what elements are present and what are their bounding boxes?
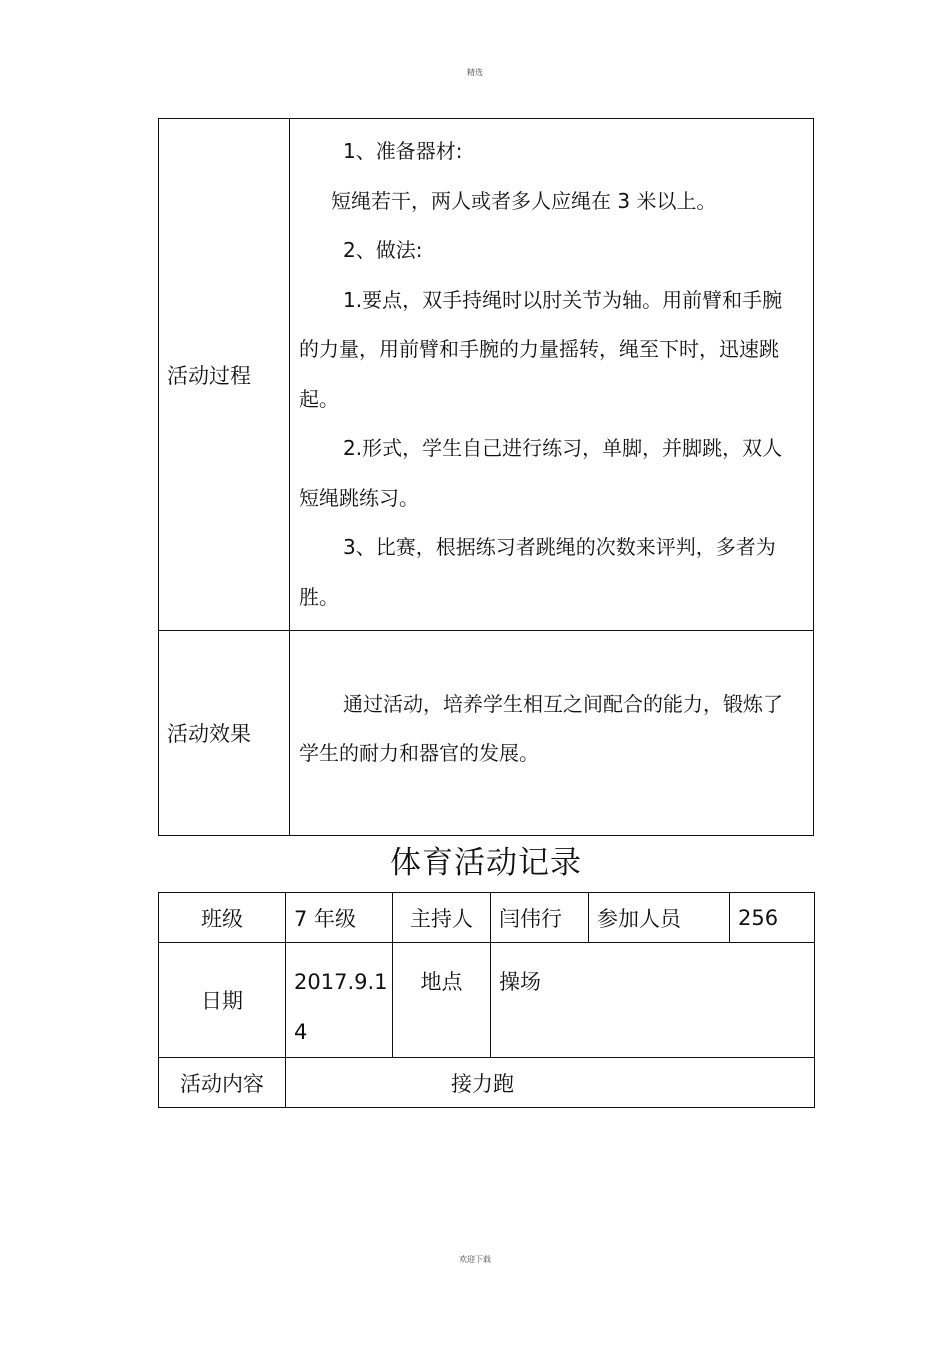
host-value: 闫伟行: [491, 893, 589, 943]
process-line: 1.要点，双手持绳时以肘关节为轴。用前臂和手腕的力量，用前臂和手腕的力量摇转，绳至下时，迅速跳起。: [299, 287, 783, 411]
record-row-content: [159, 1058, 815, 1108]
effect-row: [159, 631, 814, 836]
process-line: 1、准备器材:: [343, 139, 463, 163]
header-watermark: 精选: [467, 68, 483, 77]
process-line: 3、比赛，根据练习者跳绳的次数来评判，多者为胜。: [299, 535, 776, 609]
process-line: 2、做法:: [343, 238, 423, 262]
process-content: [290, 119, 814, 631]
participants-value: 256: [730, 893, 815, 943]
record-table: [158, 892, 815, 1108]
effect-content: [290, 631, 814, 836]
place-value: 操场: [491, 943, 815, 1058]
process-label: 活动过程: [159, 119, 290, 631]
date-label: 日期: [159, 943, 286, 1058]
host-label: 主持人: [393, 893, 491, 943]
record-row-class: [159, 893, 815, 943]
class-label: 班级: [159, 893, 286, 943]
process-line: 2.形式，学生自己进行练习，单脚，并脚跳，双人短绳跳练习。: [299, 436, 783, 510]
place-label: 地点: [393, 943, 491, 1058]
previous-record-table: [158, 118, 814, 836]
content-label: 活动内容: [159, 1058, 286, 1108]
process-line: 短绳若干，两人或者多人应绳在 3 米以上。: [331, 188, 717, 213]
effect-label: 活动效果: [159, 631, 290, 836]
document-title: 体育活动记录: [390, 845, 582, 881]
participants-label: 参加人员: [589, 893, 730, 943]
effect-text: 通过活动，培养学生相互之间配合的能力，锻炼了学生的耐力和器官的发展。: [299, 691, 783, 765]
footer-watermark: 欢迎下载: [459, 1255, 491, 1264]
class-value: 7 年级: [286, 893, 393, 943]
process-row: [159, 119, 814, 631]
record-row-date: [159, 943, 815, 1058]
date-value: 2017.9.14: [286, 943, 393, 1058]
content-value: 接力跑: [286, 1058, 815, 1108]
